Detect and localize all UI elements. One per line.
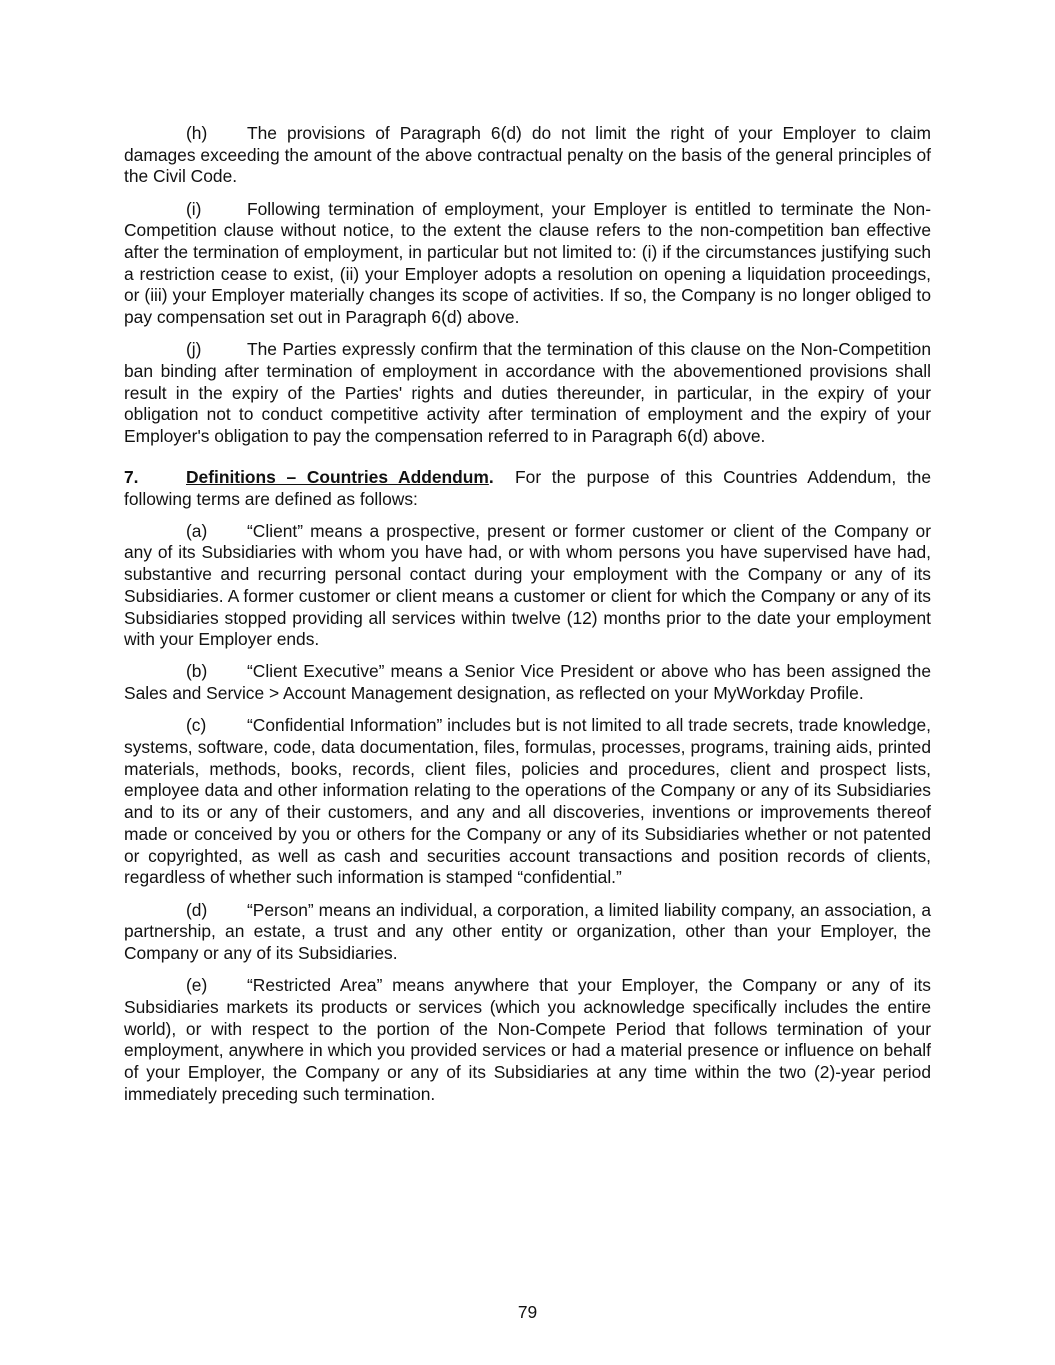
paragraph-label: (b) [186, 661, 208, 682]
section-number: 7. [124, 466, 139, 487]
paragraph-label: (d) [186, 899, 208, 920]
paragraph-text: Following termination of employment, your Employer is entitled to terminate the Non-Competition clause without notice, to the extent the clause refers to the non-competition ban effective after the termination of employment, in particular but not limited to: (i) if the circumstances justifying such a restriction cease to exist, (ii) your Employer adopts a resolution on opening a liquidation proceedings, or (iii) your Employer materially changes its scope of activities. If so, the Company is no longer obliged to pay compensation set out in Paragraph 6(d) above. [124, 198, 931, 328]
page-number: 79 [517, 1302, 538, 1322]
definition-e [124, 975, 931, 1105]
paragraph-text: “Confidential Information” includes but is not limited to all trade secrets, trade knowledge, systems, software, code, data documentation, files, formulas, processes, programs, training aids, printed materials, methods, books, records, client files, policies and procedures, client and prospect lists, employee data and other information relating to the operations of the Company or any of its Subsidiaries and to its or any of their customers, and any and all discoveries, inventions or improvements thereof made or conceived by you or others for the Company or any of its Subsidiaries whether or not patented or copyrighted, as well as cash and securities account transactions and position records of clients, regardless of whether such information is stamped “confidential.” [124, 715, 931, 888]
paragraph-h [124, 123, 931, 188]
section-intro: For the purpose of this Countries Addendum, the following terms are defined as follows: [124, 466, 931, 509]
paragraph-text: The provisions of Paragraph 6(d) do not limit the right of your Employer to claim damages exceeding the amount of the above contractual penalty on the basis of the general principles of the Civil Code. [124, 123, 931, 187]
section-7 [124, 467, 931, 510]
paragraph-text: “Restricted Area” means anywhere that your Employer, the Company or any of its Subsidiaries markets its products or services (which you acknowledge specifically includes the entire world), or with respect to the portion of the Non-Compete Period that follows termination of your employment, anywhere in which you provided services or had a material presence or influence on behalf of your Employer, the Company or any of its Subsidiaries at any time within the two (2)-year period immediately preceding such termination. [124, 975, 931, 1104]
paragraph-text: “Client Executive” means a Senior Vice President or above who has been assigned the Sales and Service > Account Management designation, as reflected on your MyWorkday Profile. [124, 661, 931, 704]
paragraph-label: (c) [186, 715, 207, 736]
definition-d [124, 900, 931, 965]
definition-b [124, 661, 931, 704]
paragraph-label: (a) [186, 520, 208, 541]
paragraph-text: “Client” means a prospective, present or former customer or client of the Company or any of its Subsidiaries with whom you have had, or with whom persons you have supervised have had, substantive and recurring personal contact during your employment with the Company or any of its Subsidiaries. A former customer or client means a customer or client for which the Company or any of its Subsidiaries stopped providing all services within twelve (12) months prior to the date your employment with your Employer ends. [124, 520, 931, 650]
paragraph-label: (j) [186, 339, 202, 360]
definition-c [124, 715, 931, 889]
paragraph-text: The Parties expressly confirm that the termination of this clause on the Non-Competition ban binding after termination of employment in accordance with the abovementioned provisions shall result in the expiry of the Parties' rights and duties thereunder, in particular, in the expiry of your obligation not to conduct competitive activity after termination of employment and the expiry of your Employer's obligation to pay the compensation referred to in Paragraph 6(d) above. [124, 339, 931, 447]
paragraph-label: (h) [186, 123, 208, 143]
definition-a [124, 521, 931, 651]
section-heading: Definitions – Countries Addendum [186, 466, 489, 487]
paragraph-i [124, 199, 931, 329]
paragraph-label: (e) [186, 975, 208, 996]
paragraph-j [124, 339, 931, 448]
document-page [124, 123, 931, 1116]
section-heading-period: . [488, 466, 494, 487]
paragraph-text: “Person” means an individual, a corporation, a limited liability company, an association, a partnership, an estate, a trust and any other entity or organization, other than your Employer, the Company or any of its Subsidiaries. [124, 899, 931, 963]
paragraph-label: (i) [186, 198, 202, 219]
